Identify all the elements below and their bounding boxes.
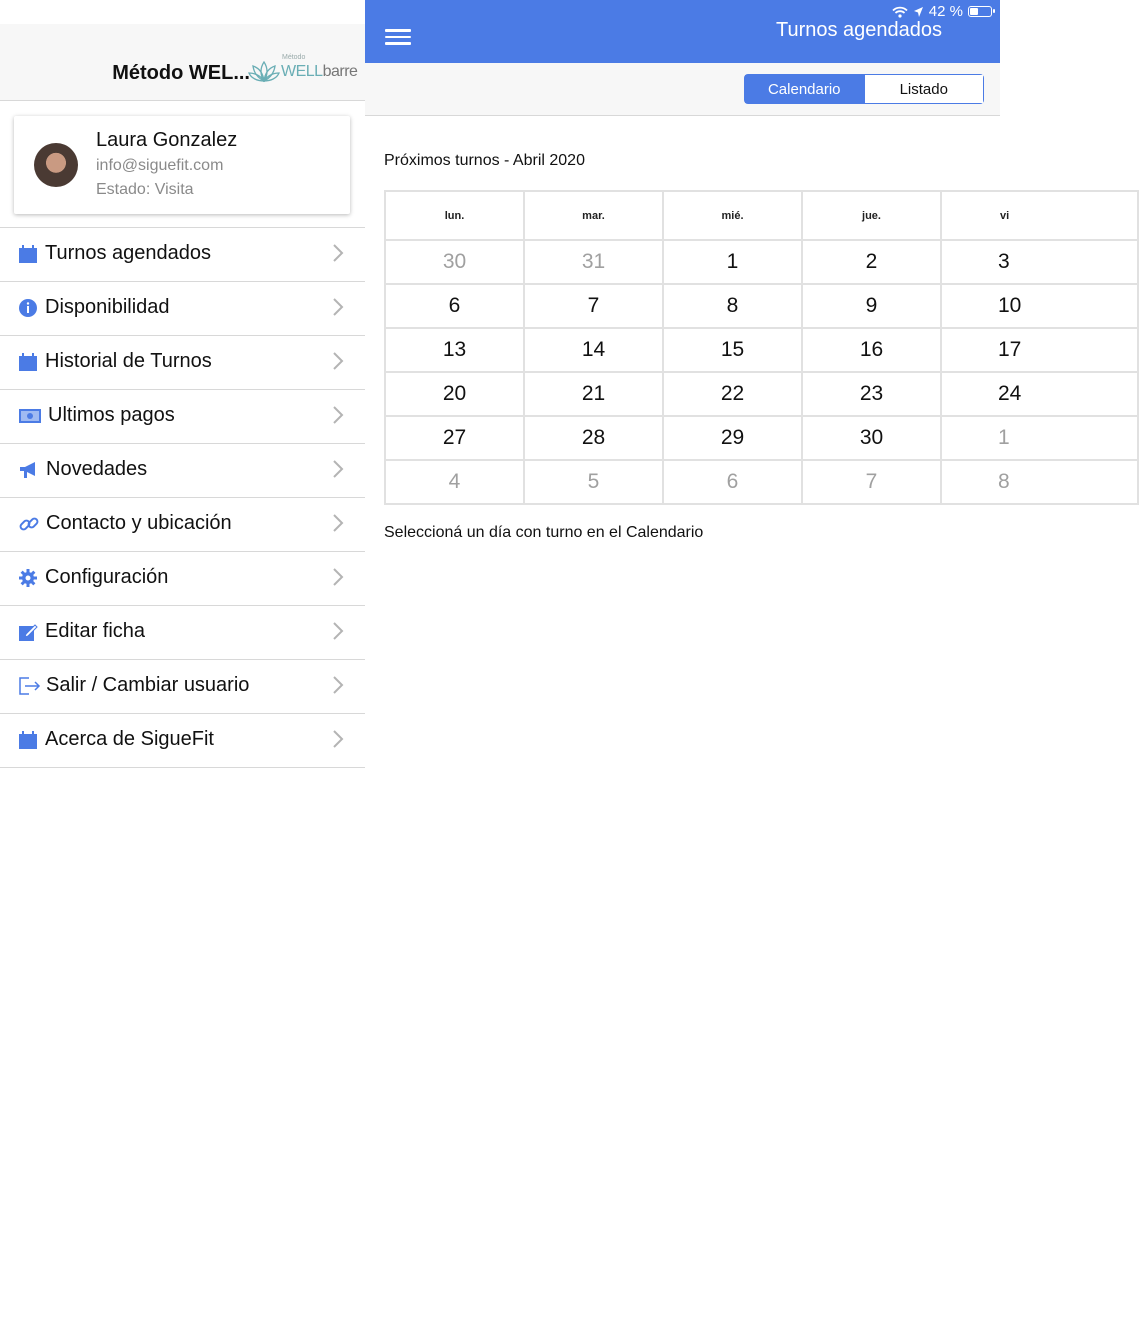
calendar-day-cell[interactable]: 9 — [802, 284, 941, 328]
calendar-week-row — [385, 240, 1138, 284]
sidebar-item-contacto[interactable] — [0, 498, 365, 552]
sidebar-item-turnos-agendados[interactable] — [0, 228, 365, 282]
calendar-caption: Próximos turnos - Abril 2020 — [384, 152, 585, 169]
calendar-day-cell[interactable]: 10 — [941, 284, 1138, 328]
profile-email: info@siguefit.com — [96, 157, 224, 174]
chevron-right-icon — [331, 512, 345, 534]
sidebar-item-label: Configuración — [45, 566, 169, 588]
calendar-day-cell[interactable]: 23 — [802, 372, 941, 416]
profile-state: Estado: Visita — [96, 181, 194, 198]
info-icon — [19, 299, 37, 317]
calendar-day-cell[interactable]: 21 — [524, 372, 663, 416]
profile-name: Laura Gonzalez — [96, 129, 238, 151]
sidebar-item-label: Contacto y ubicación — [46, 512, 232, 534]
calendar-day-cell[interactable]: 6 — [385, 284, 524, 328]
calendar-day-cell[interactable]: 13 — [385, 328, 524, 372]
sidebar-menu — [0, 227, 365, 768]
calendar-icon — [19, 245, 37, 263]
sidebar-item-label: Acerca de SigueFit — [45, 728, 214, 750]
calendar-day-cell[interactable]: 17 — [941, 328, 1138, 372]
calendar-icon — [19, 731, 37, 749]
calendar-day-cell[interactable]: 7 — [802, 460, 941, 504]
sidebar-item-label: Historial de Turnos — [45, 350, 212, 372]
chevron-right-icon — [331, 350, 345, 372]
sidebar-item-disponibilidad[interactable] — [0, 282, 365, 336]
sidebar-header — [0, 24, 365, 101]
chevron-right-icon — [331, 674, 345, 696]
gear-icon — [19, 569, 37, 587]
calendar-week-row — [385, 372, 1138, 416]
hamburger-menu-icon[interactable] — [385, 29, 411, 45]
calendar-day-cell[interactable]: 1 — [663, 240, 802, 284]
weekday-label: vi — [941, 191, 1138, 240]
sidebar-item-label: Editar ficha — [45, 620, 146, 642]
tab-listado[interactable]: Listado — [864, 75, 984, 103]
calendar-hint: Seleccioná un día con turno en el Calendario — [384, 524, 704, 541]
location-arrow-icon — [913, 6, 924, 18]
chevron-right-icon — [331, 566, 345, 588]
calendar-day-cell[interactable]: 1 — [941, 416, 1138, 460]
calendar-icon — [19, 353, 37, 371]
sidebar-item-configuracion[interactable] — [0, 552, 365, 606]
sidebar — [0, 0, 365, 1334]
view-segmented-control — [744, 74, 984, 104]
calendar-day-cell[interactable]: 15 — [663, 328, 802, 372]
calendar-day-cell[interactable]: 20 — [385, 372, 524, 416]
sidebar-item-editar-ficha[interactable] — [0, 606, 365, 660]
chevron-right-icon — [331, 728, 345, 750]
calendar-week-row — [385, 284, 1138, 328]
calendar-day-cell[interactable]: 2 — [802, 240, 941, 284]
weekday-label: mar. — [524, 191, 663, 240]
calendar-day-cell[interactable]: 6 — [663, 460, 802, 504]
sidebar-title: Método WEL... — [112, 62, 250, 84]
calendar-day-cell[interactable]: 8 — [663, 284, 802, 328]
chevron-right-icon — [331, 404, 345, 426]
sidebar-item-label: Salir / Cambiar usuario — [46, 674, 250, 696]
calendar-day-cell[interactable]: 4 — [385, 460, 524, 504]
calendar-day-cell[interactable]: 27 — [385, 416, 524, 460]
avatar — [34, 143, 78, 187]
wifi-icon — [892, 6, 908, 18]
calendar-day-cell[interactable]: 3 — [941, 240, 1138, 284]
weekday-label: mié. — [663, 191, 802, 240]
calendar-week-row — [385, 416, 1138, 460]
calendar-day-cell[interactable]: 28 — [524, 416, 663, 460]
calendar-day-cell[interactable]: 31 — [524, 240, 663, 284]
weekday-label: lun. — [385, 191, 524, 240]
calendar-day-cell[interactable]: 24 — [941, 372, 1138, 416]
calendar-day-cell[interactable]: 29 — [663, 416, 802, 460]
chevron-right-icon — [331, 458, 345, 480]
sidebar-item-label: Disponibilidad — [45, 296, 170, 318]
month-calendar — [384, 190, 1139, 505]
edit-icon — [19, 623, 37, 641]
brand-logo: Método WELLbarre — [248, 59, 356, 89]
calendar-day-cell[interactable]: 22 — [663, 372, 802, 416]
battery-percent: 42 % — [928, 3, 963, 20]
megaphone-icon — [19, 461, 39, 479]
sidebar-item-salir[interactable] — [0, 660, 365, 714]
logout-icon — [19, 677, 41, 695]
page-title: Turnos agendados — [776, 19, 943, 41]
sidebar-item-label: Novedades — [46, 458, 148, 480]
battery-icon — [968, 6, 992, 17]
calendar-day-cell[interactable]: 8 — [941, 460, 1138, 504]
chevron-right-icon — [331, 296, 345, 318]
calendar-day-cell[interactable]: 16 — [802, 328, 941, 372]
weekday-header-row — [385, 191, 1138, 240]
money-icon — [19, 407, 41, 425]
view-switch-bar — [365, 63, 1000, 116]
calendar-day-cell[interactable]: 30 — [802, 416, 941, 460]
sidebar-item-ultimos-pagos[interactable] — [0, 390, 365, 444]
sidebar-item-acerca[interactable] — [0, 714, 365, 768]
lotus-icon — [248, 59, 280, 85]
tab-calendario[interactable]: Calendario — [745, 75, 864, 103]
status-indicators — [892, 3, 992, 20]
sidebar-item-historial[interactable] — [0, 336, 365, 390]
calendar-day-cell[interactable]: 5 — [524, 460, 663, 504]
sidebar-item-novedades[interactable] — [0, 444, 365, 498]
chevron-right-icon — [331, 620, 345, 642]
calendar-day-cell[interactable]: 30 — [385, 240, 524, 284]
chevron-right-icon — [331, 242, 345, 264]
calendar-day-cell[interactable]: 14 — [524, 328, 663, 372]
profile-card[interactable] — [14, 116, 350, 214]
calendar-week-row — [385, 460, 1138, 504]
weekday-label: jue. — [802, 191, 941, 240]
calendar-week-row — [385, 328, 1138, 372]
link-icon — [19, 514, 39, 534]
sidebar-item-label: Ultimos pagos — [48, 404, 175, 426]
calendar-day-cell[interactable]: 7 — [524, 284, 663, 328]
sidebar-item-label: Turnos agendados — [45, 242, 212, 264]
